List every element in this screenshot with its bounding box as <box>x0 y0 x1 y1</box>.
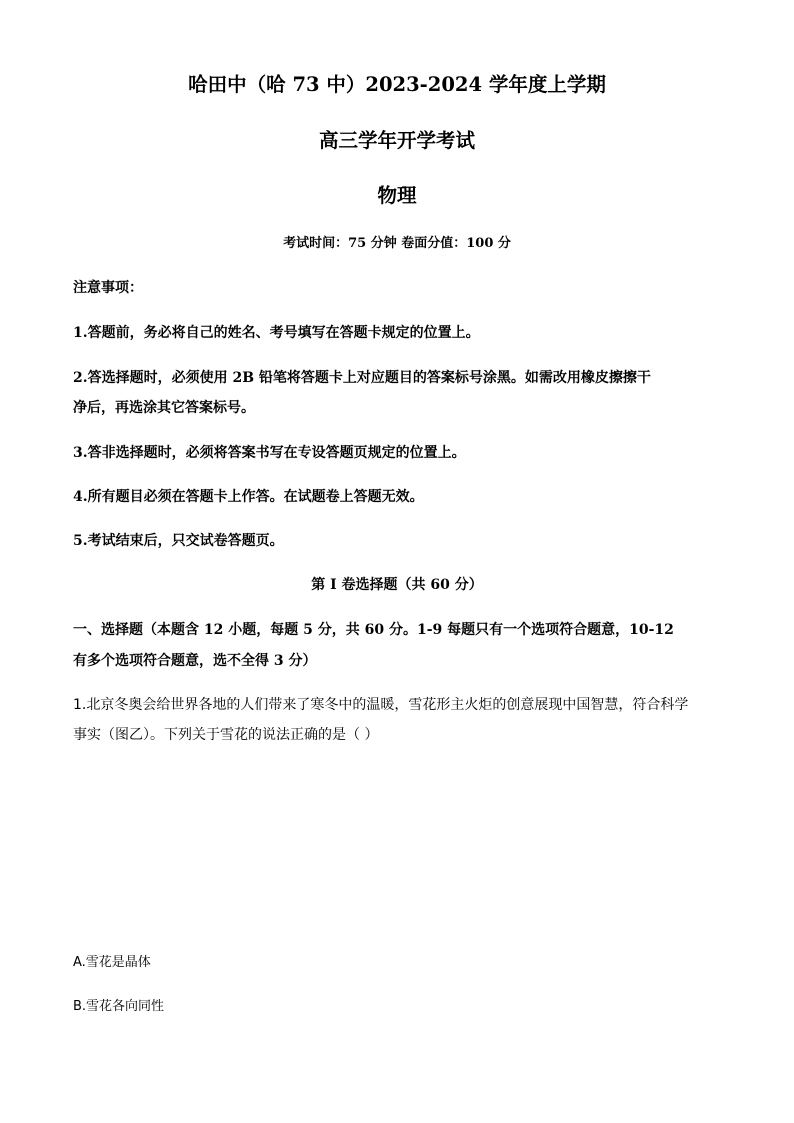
section-instruction-line1: 一、选择题（本题含 12 小题，每题 5 分，共 60 分。1-9 每题只有一个选项符合题意，10-12 <box>73 622 674 638</box>
notice-item-5: 5.考试结束后，只交试卷答题页。 <box>73 533 284 549</box>
notice-item-1: 1.答题前，务必将自己的姓名、考号填写在答题卡规定的位置上。 <box>73 325 480 341</box>
exam-info: 考试时间：75 分钟 卷面分值：100 分 <box>283 236 511 251</box>
exam-title: 哈田中（哈 73 中）2023-2024 学年度上学期 <box>188 73 606 96</box>
notice-item-2-cont: 净后，再选涂其它答案标号。 <box>73 400 255 416</box>
notice-item-2: 2.答选择题时，必须使用 2B 铅笔将答题卡上对应题目的答案标号涂黑。如需改用橡皮擦擦干 <box>73 370 651 386</box>
notice-heading: 注意事项： <box>73 280 143 296</box>
exam-subtitle: 高三学年开学考试 <box>318 129 475 152</box>
question-1-line2: 事实（图乙）。下列关于雪花的说法正确的是（ ） <box>73 727 379 743</box>
section-instruction-line2: 有多个选项符合题意，选不全得 3 分） <box>73 653 317 669</box>
question-1-option-b: B.雪花各向同性 <box>73 999 165 1014</box>
question-1-option-a: A.雪花是晶体 <box>73 955 151 970</box>
question-1-line1: 1.北京冬奥会给世界各地的人们带来了寒冬中的温暖，雪花形主火炬的创意展现中国智慧，符合科学 <box>73 697 689 713</box>
subject-title: 物理 <box>377 184 417 207</box>
section-title: 第 I 卷选择题（共 60 分） <box>311 577 483 593</box>
notice-item-3: 3.答非选择题时，必须将答案书写在专设答题页规定的位置上。 <box>73 445 466 461</box>
notice-item-4: 4.所有题目必须在答题卡上作答。在试题卷上答题无效。 <box>73 489 424 505</box>
